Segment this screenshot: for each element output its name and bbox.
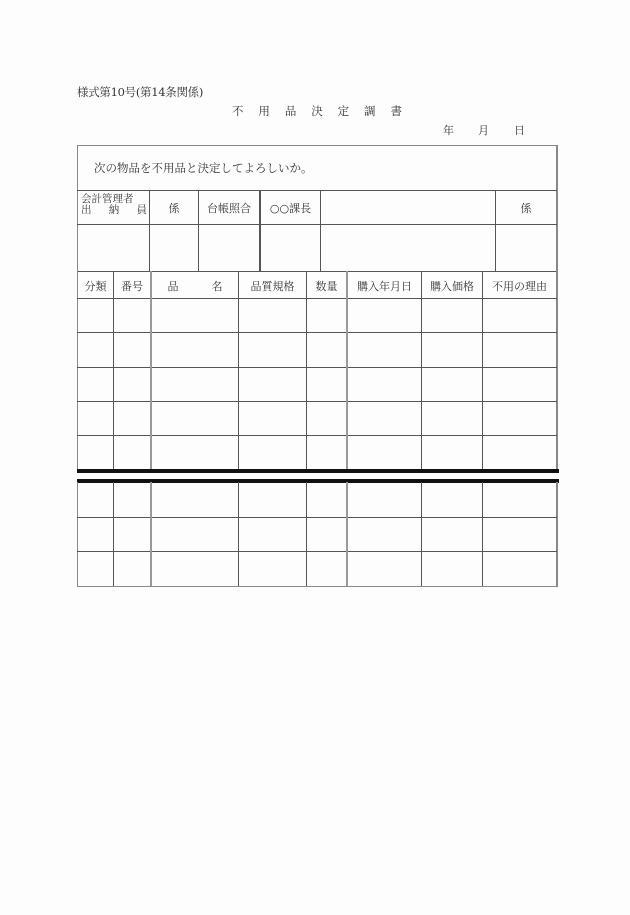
column-header-purchase-price: 購入価格 xyxy=(430,280,474,293)
column-header-item-name: 品 名 xyxy=(167,280,223,293)
date-year-label: 年 xyxy=(443,124,454,137)
table-row[interactable] xyxy=(78,402,556,435)
column-header-disposal-reason: 不用の理由 xyxy=(492,280,547,293)
date-day-label: 日 xyxy=(514,124,525,137)
table-row[interactable] xyxy=(78,333,556,367)
table-row[interactable] xyxy=(78,368,556,401)
frame-right-border xyxy=(556,145,558,272)
document-title xyxy=(232,103,402,119)
title-char: 不 xyxy=(232,104,244,118)
table-row[interactable] xyxy=(78,436,556,469)
table-row[interactable] xyxy=(78,518,556,551)
approval-bottom-rule xyxy=(77,271,557,272)
approval-header-line1: 会計管理者 xyxy=(81,193,134,205)
approval-header-line2: 出 納 員 xyxy=(81,204,147,216)
section-separator-rule-top xyxy=(77,469,559,473)
form-number-label: 様式第10号(第14条関係) xyxy=(77,85,204,99)
stamp-cell-clerk[interactable] xyxy=(150,225,198,271)
stamp-cell-blank[interactable] xyxy=(321,225,495,271)
stamp-cell-section-chief[interactable] xyxy=(261,225,320,271)
approval-header-accounting-manager xyxy=(81,194,147,216)
confirmation-message: 次の物品を不用品と決定してよろしいか。 xyxy=(94,161,313,175)
table-row[interactable] xyxy=(78,484,556,517)
table-right-border-lower xyxy=(556,482,558,587)
column-header-category: 分類 xyxy=(84,280,107,293)
stamp-cell-accounting-manager[interactable] xyxy=(78,225,149,271)
date-month-label: 月 xyxy=(478,124,489,137)
column-header-quality-spec: 品質規格 xyxy=(250,280,295,293)
title-char: 用 xyxy=(258,104,270,118)
stamp-cell-ledger-check[interactable] xyxy=(199,225,259,271)
table-bottom-border xyxy=(77,586,558,587)
approval-header-ledger-check: 台帳照合 xyxy=(207,202,251,215)
approval-header-clerk: 係 xyxy=(168,202,180,215)
column-header-quantity: 数量 xyxy=(315,280,338,293)
stamp-cell-clerk-2[interactable] xyxy=(496,225,556,271)
column-header-purchase-date: 購入年月日 xyxy=(357,280,412,293)
column-header-number: 番号 xyxy=(121,280,143,293)
table-row[interactable] xyxy=(78,299,556,332)
frame-top-border xyxy=(77,145,557,146)
approval-header-clerk-2: 係 xyxy=(520,202,532,215)
title-char: 品 xyxy=(284,104,297,118)
title-char: 書 xyxy=(390,104,402,118)
title-char: 決 xyxy=(311,104,323,118)
title-char: 定 xyxy=(337,104,350,118)
approval-header-section-chief: ○○課長 xyxy=(269,202,312,215)
table-right-border xyxy=(556,271,558,471)
table-row[interactable] xyxy=(78,552,556,586)
title-char: 調 xyxy=(364,104,376,118)
